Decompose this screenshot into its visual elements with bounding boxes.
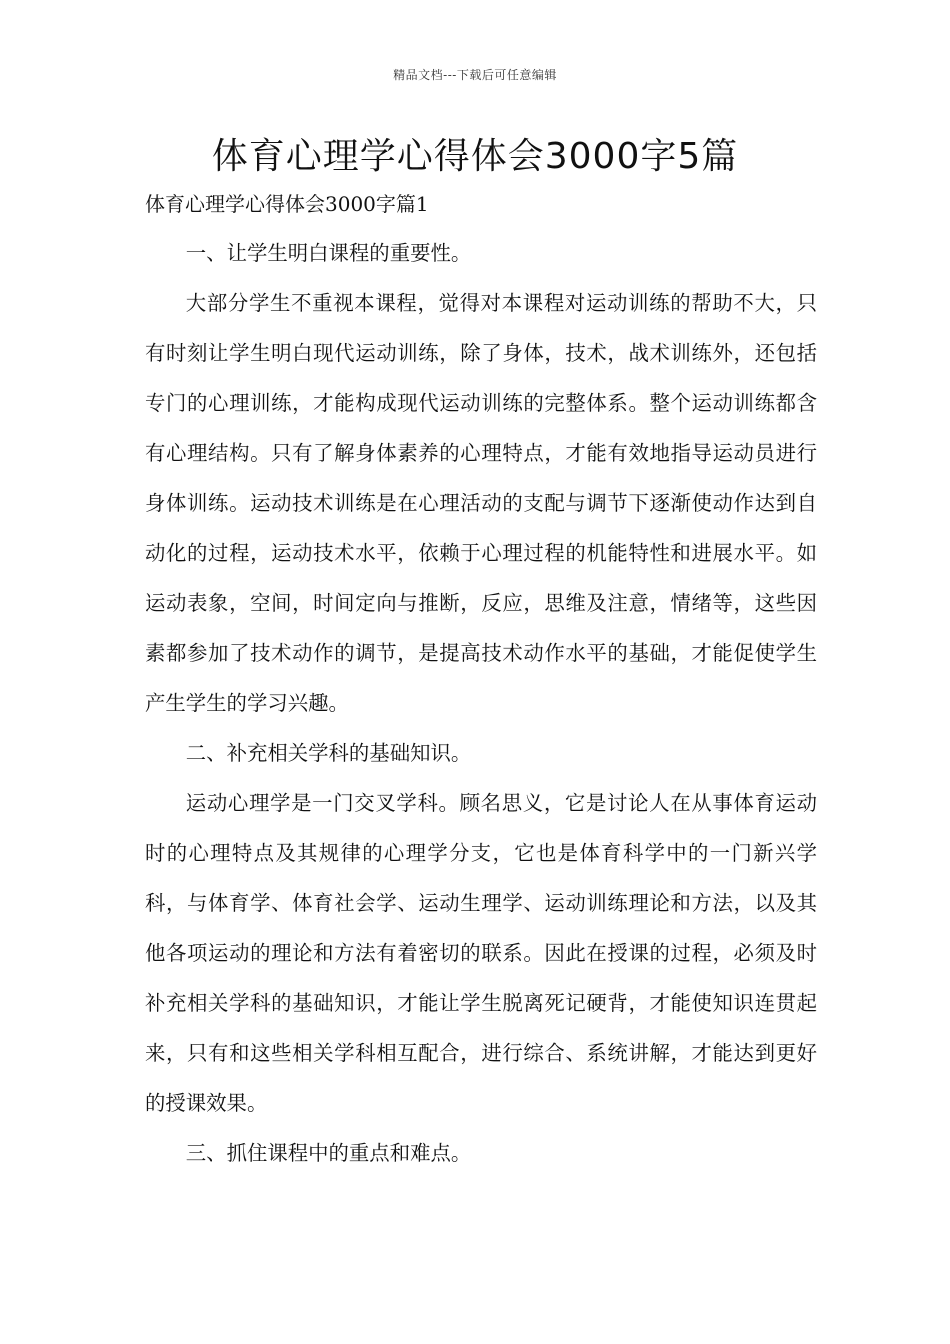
paragraph-2: 运动心理学是一门交叉学科。顾名思义，它是讨论人在从事体育运动时的心理特点及其规律的心理学分支，它也是体育科学中的一门新兴学科，与体育学、体育社会学、运动生理学、运动训练理论和方法，以及其他各项运动的理论和方法有着密切的联系。因此在授课的过程，必须及时补充相关学科的基础知识，才能让学生脱离死记硬背，才能使知识连贯起来，只有和这些相关学科相互配合，进行综合、系统讲解，才能达到更好的授课效果。 (145, 791, 817, 1115)
page-header: 精品文档---下载后可任意编辑 (393, 68, 557, 82)
document-title: 体育心理学心得体会3000字5篇 (211, 136, 739, 177)
section-heading-1: 一、让学生明白课程的重要性。 (185, 241, 472, 265)
paragraph-1: 大部分学生不重视本课程，觉得对本课程对运动训练的帮助不大，只有时刻让学生明白现代运动训练，除了身体，技术，战术训练外，还包括专门的心理训练，才能构成现代运动训练的完整体系。整个运动训练都含有心理结构。只有了解身体素养的心理特点，才能有效地指导运动员进行身体训练。运动技术训练是在心理活动的支配与调节下逐渐使动作达到自动化的过程，运动技术水平，依赖于心理过程的机能特性和进展水平。如运动表象，空间，时间定向与推断，反应，思维及注意，情绪等，这些因素都参加了技术动作的调节，是提高技术动作水平的基础，才能促使学生产生学生的学习兴趣。 (145, 291, 817, 715)
document-body (145, 228, 817, 1178)
section-subtitle: 体育心理学心得体会3000字篇1 (145, 192, 429, 216)
section-heading-3: 三、抓住课程中的重点和难点。 (185, 1141, 472, 1165)
section-heading-2: 二、补充相关学科的基础知识。 (185, 741, 472, 765)
